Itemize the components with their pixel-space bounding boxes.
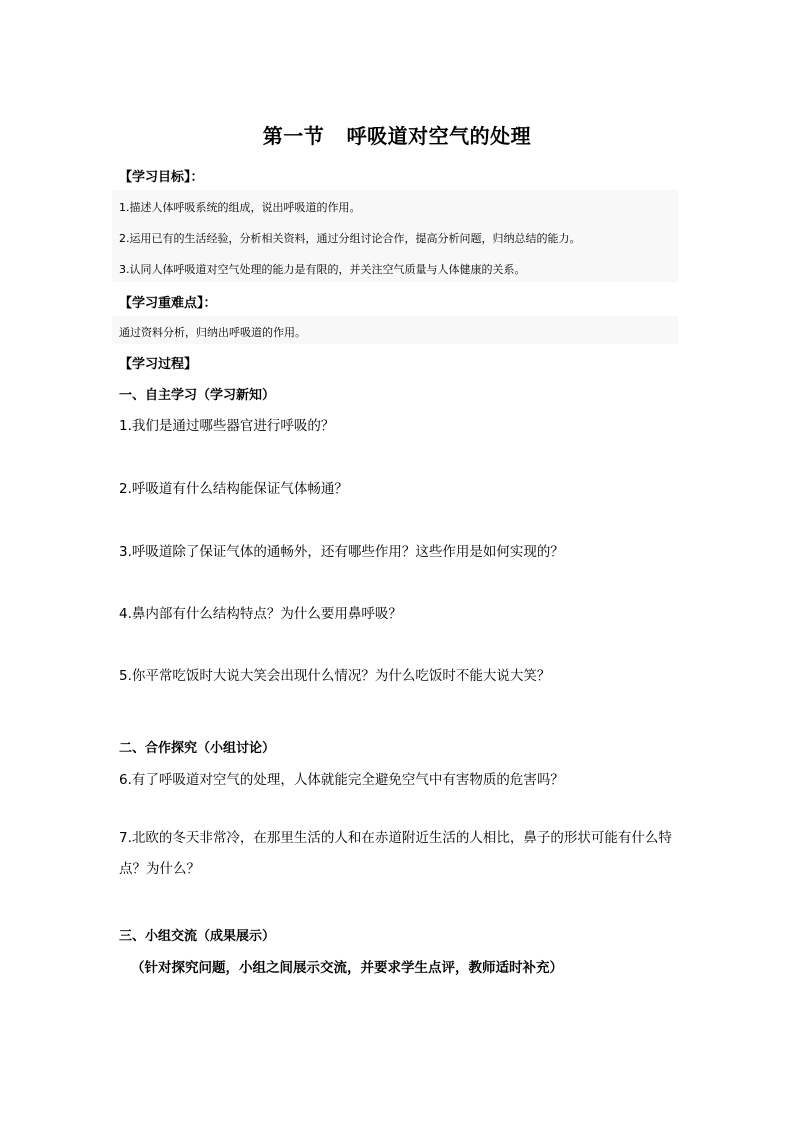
learning-goal-1: 1.描述人体呼吸系统的组成，说出呼吸道的作用。 — [119, 201, 361, 214]
question-5: 5.你平常吃饭时大说大笑会出现什么情况？为什么吃饭时不能大说大笑？ — [119, 668, 551, 684]
section2-heading: 二、合作探究（小组讨论） — [119, 741, 276, 756]
question-6: 6.有了呼吸道对空气的处理，人体就能完全避免空气中有害物质的危害吗？ — [119, 772, 564, 788]
question-4: 4.鼻内部有什么结构特点？为什么要用鼻呼吸？ — [119, 606, 402, 622]
section1-heading: 一、自主学习（学习新知） — [119, 388, 276, 403]
process-heading: 【学习过程】 — [119, 357, 198, 372]
key-points-heading: 【学习重难点】： — [119, 296, 217, 311]
learning-goal-2: 2.运用已有的生活经验，分析相关资料，通过分组讨论合作，提高分析问题，归纳总结的能力。 — [119, 232, 581, 245]
learning-goal-3: 3.认同人体呼吸道对空气处理的能力是有限的，并关注空气质量与人体健康的关系。 — [119, 263, 526, 276]
page-title: 第一节 呼吸道对空气的处理 — [262, 124, 532, 148]
question-7: 7.北欧的冬天非常冷，在那里生活的人和在赤道附近生活的人相比，鼻子的形状可能有什么特点？为什么？ — [119, 830, 672, 877]
question-2: 2.呼吸道有什么结构能保证气体畅通？ — [119, 481, 348, 497]
key-points-text: 通过资料分析，归纳出呼吸道的作用。 — [119, 326, 306, 339]
section3-note: （针对探究问题，小组之间展示交流，并要求学生点评，教师适时补充） — [131, 960, 563, 976]
learning-goals-heading: 【学习目标】： — [119, 170, 204, 185]
section3-heading: 三、小组交流（成果展示） — [119, 929, 276, 944]
question-1: 1.我们是通过哪些器官进行呼吸的？ — [119, 418, 335, 434]
question-3: 3.呼吸道除了保证气体的通畅外，还有哪些作用？这些作用是如何实现的？ — [119, 544, 564, 560]
